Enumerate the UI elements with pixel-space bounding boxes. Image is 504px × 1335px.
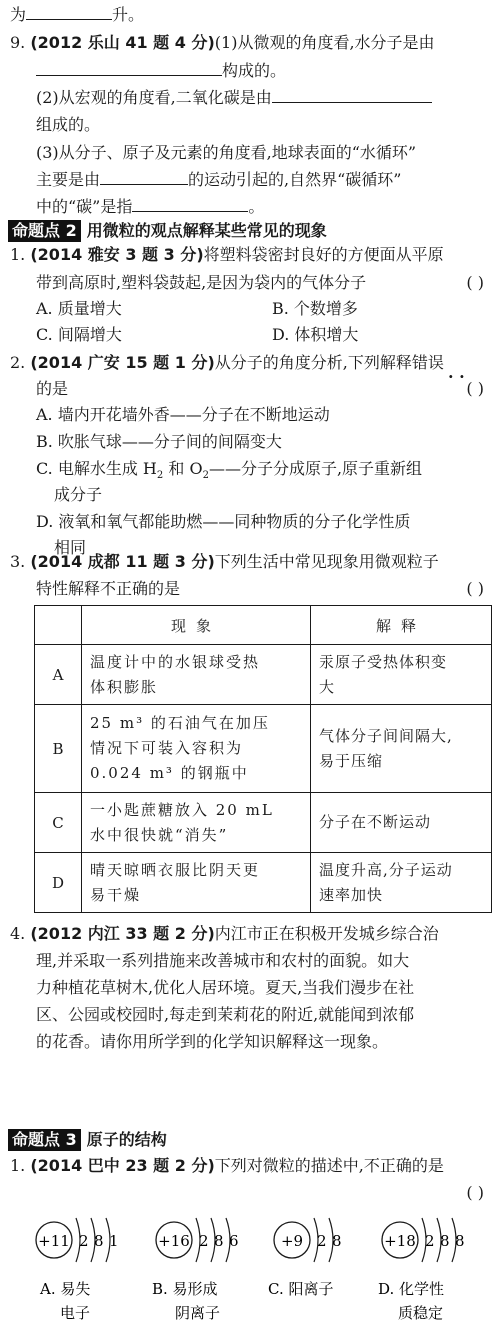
section-header-2: [8, 220, 327, 242]
q5-line-1: [10, 1155, 496, 1177]
table-header: [35, 606, 492, 645]
row-key: D: [35, 853, 82, 913]
answer-paren[interactable]: ( ): [466, 273, 484, 292]
option-c[interactable]: C. 间隔增大: [36, 325, 122, 344]
header-phenomenon: 现象: [82, 606, 311, 645]
q1-line-1: [10, 244, 496, 266]
option-text: C. 电解水生成 H: [36, 459, 157, 478]
row-key: B: [35, 705, 82, 793]
cell-phenomenon: 25 m³ 的石油气在加压 情况下可装入容积为 0.024 m³ 的钢瓶中: [82, 705, 311, 793]
q2-line-1: [10, 352, 496, 374]
option-a[interactable]: [36, 404, 496, 426]
option-text: 相同: [54, 538, 87, 557]
q9-line-7: [36, 196, 496, 218]
option-c[interactable]: [36, 458, 496, 487]
atom-a[interactable]: [36, 1218, 119, 1322]
cell-explanation: 温度升高,分子运动 速率加快: [311, 853, 492, 913]
q4-line-4: 区、公园或校园时,每走到茉莉花的附近,就能闻到浓郁: [36, 1005, 415, 1024]
q4-line-5: 的花香。请你用所学到的化学知识解释这一现象。: [36, 1032, 389, 1051]
text: 带到高原时,塑料袋鼓起,是因为袋内的气体分子: [36, 273, 367, 292]
text: 中的“碳”是指: [36, 197, 133, 216]
table-row[interactable]: [35, 645, 492, 705]
option-text: 成分子: [54, 485, 103, 504]
option-label: A. 易失: [40, 1280, 91, 1298]
option-text: ——分子分成原子,原子重新组: [208, 459, 423, 478]
atom-b[interactable]: [152, 1218, 239, 1322]
option-b[interactable]: B. 个数增多: [272, 299, 358, 318]
shell-electrons: 6: [229, 1232, 239, 1250]
question-source: (2014 雅安 3 题 3 分): [30, 245, 204, 264]
cell-phenomenon: 一小匙蔗糖放入 20 mL 水中很快就“消失”: [82, 793, 311, 853]
q1-options-row-2: [36, 324, 496, 346]
option-text: A. 墙内开花墙外香——分子在不断地运动: [36, 405, 330, 424]
question-number: 1.: [10, 245, 26, 264]
q1-line-2: [36, 272, 496, 294]
option-a[interactable]: A. 质量增大: [36, 299, 122, 318]
cell-phenomenon: 晴天晾晒衣服比阴天更 易干燥: [82, 853, 311, 913]
answer-paren[interactable]: ( ): [466, 1183, 484, 1202]
text: 构成的。: [222, 61, 287, 80]
cell-explanation: 分子在不断运动: [311, 793, 492, 853]
section-title: 原子的结构: [86, 1130, 167, 1149]
header-explanation: 解释: [311, 606, 492, 645]
nucleus-charge: +11: [38, 1232, 70, 1250]
header-blank: [35, 606, 82, 645]
option-label: 质稳定: [398, 1304, 444, 1322]
q9-line-2: [36, 60, 496, 82]
shell-electrons: 2: [425, 1232, 435, 1250]
option-label: D. 化学性: [378, 1280, 445, 1298]
text: 。: [248, 197, 265, 216]
question-source: (2012 乐山 41 题 4 分): [30, 33, 215, 52]
text: 的是: [36, 379, 69, 398]
section-title: 用微粒的观点解释某些常见的现象: [86, 221, 327, 240]
text: (2)从宏观的角度看,二氧化碳是由: [36, 88, 272, 107]
shell-electrons: 2: [317, 1232, 327, 1250]
atom-d[interactable]: [378, 1218, 465, 1322]
answer-blank[interactable]: [132, 196, 248, 212]
option-text: D. 液氧和氧气都能助燃——同种物质的分子化学性质: [36, 512, 411, 531]
question-source: (2014 广安 15 题 1 分): [30, 353, 215, 372]
shell-electrons: 8: [214, 1232, 224, 1250]
option-label: 电子: [60, 1304, 91, 1322]
phenomena-table: [34, 605, 492, 913]
line-carryover: [10, 4, 496, 26]
shell-electrons: 1: [109, 1232, 119, 1250]
text: 组成的。: [36, 115, 101, 134]
shell-electrons: 8: [332, 1232, 342, 1250]
question-number: 1.: [10, 1156, 26, 1175]
q3-line-1: [10, 551, 496, 573]
q4-line-1: [10, 923, 496, 945]
text: 特性解释不正确的是: [36, 579, 181, 598]
text: 下列对微粒的描述中,不正确的是: [214, 1156, 444, 1175]
answer-paren[interactable]: ( ): [466, 579, 484, 598]
cell-phenomenon: 温度计中的水银球受热 体积膨胀: [82, 645, 311, 705]
text: 升。: [112, 5, 145, 24]
shell-electrons: 2: [199, 1232, 209, 1250]
option-d[interactable]: [36, 511, 496, 533]
text: 为: [10, 5, 27, 24]
section-header-3: [8, 1129, 167, 1151]
option-d[interactable]: D. 体积增大: [272, 325, 359, 344]
shell-electrons: 8: [94, 1232, 104, 1250]
q4-line-3: 力种植花草树木,优化人居环境。夏天,当我们漫步在社: [36, 978, 415, 997]
answer-blank[interactable]: [100, 169, 188, 185]
section-tag: 命题点 2: [8, 220, 81, 242]
q9-line-4: [36, 114, 496, 136]
answer-blank[interactable]: [272, 87, 432, 103]
q9-line-1: [10, 32, 496, 54]
option-c-cont: [54, 484, 496, 506]
q9-line-3: [36, 87, 496, 109]
row-key: A: [35, 645, 82, 705]
q9-line-5: [36, 142, 496, 164]
answer-blank[interactable]: [36, 60, 222, 76]
question-number: 4.: [10, 924, 26, 943]
nucleus-charge: +16: [158, 1232, 190, 1250]
text: 下列生活中常见现象用微观粒子: [214, 552, 439, 571]
subscript: 2: [156, 470, 164, 482]
shell-electrons: 2: [79, 1232, 89, 1250]
atom-c[interactable]: [268, 1218, 342, 1298]
nucleus-charge: +18: [384, 1232, 416, 1250]
q3-line-2: [36, 578, 496, 600]
text: 主要是由: [36, 170, 101, 189]
table-row[interactable]: [35, 853, 492, 913]
option-text: B. 吹胀气球——分子间的间隔变大: [36, 432, 282, 451]
option-label: 阴离子: [175, 1304, 221, 1322]
cell-explanation: 气体分子间间隔大, 易于压缩: [311, 705, 492, 793]
shell-electrons: 8: [440, 1232, 450, 1250]
table-row[interactable]: [35, 705, 492, 793]
option-label: C. 阳离子: [268, 1280, 334, 1298]
table-row[interactable]: [35, 793, 492, 853]
option-text: 和 O: [163, 459, 203, 478]
question-source: (2012 内江 33 题 2 分): [30, 924, 215, 943]
subscript: 2: [202, 470, 209, 482]
option-label: B. 易形成: [152, 1280, 218, 1298]
nucleus-charge: +9: [280, 1232, 304, 1250]
text: 将塑料袋密封良好的方便面从平原: [203, 245, 444, 264]
question-source: (2014 成都 11 题 3 分): [30, 552, 215, 571]
question-number: 9.: [10, 33, 26, 52]
q4-line-2: 理,并采取一系列措施来改善城市和农村的面貌。如大: [36, 951, 410, 970]
text: 从分子的角度分析,下列解释: [214, 353, 412, 372]
row-key: C: [35, 793, 82, 853]
atom-diagrams: [0, 1210, 504, 1334]
shell-electrons: 8: [455, 1232, 465, 1250]
text: 内江市正在积极开发城乡综合治: [214, 924, 439, 943]
question-source: (2014 巴中 23 题 2 分): [30, 1156, 215, 1175]
question-number: 2.: [10, 353, 26, 372]
section-tag: 命题点 3: [8, 1129, 81, 1151]
text: (1)从微观的角度看,水分子是由: [214, 33, 435, 52]
answer-blank[interactable]: [26, 4, 112, 20]
q1-options-row-1: [36, 298, 496, 320]
cell-explanation: 汞原子受热体积变 大: [311, 645, 492, 705]
text: (3)从分子、原子及元素的角度看,地球表面的“水循环”: [36, 143, 417, 162]
text: 的运动引起的,自然界“碳循环”: [188, 170, 402, 189]
answer-paren[interactable]: ( ): [466, 379, 484, 398]
answer-area[interactable]: [36, 1058, 492, 1128]
emphasis-dots: · ·: [448, 367, 465, 386]
question-number: 3.: [10, 552, 26, 571]
option-b[interactable]: [36, 431, 496, 453]
q9-line-6: [36, 169, 496, 191]
q2-line-2: [36, 367, 496, 400]
emphasis-text: 错误: [411, 353, 444, 372]
